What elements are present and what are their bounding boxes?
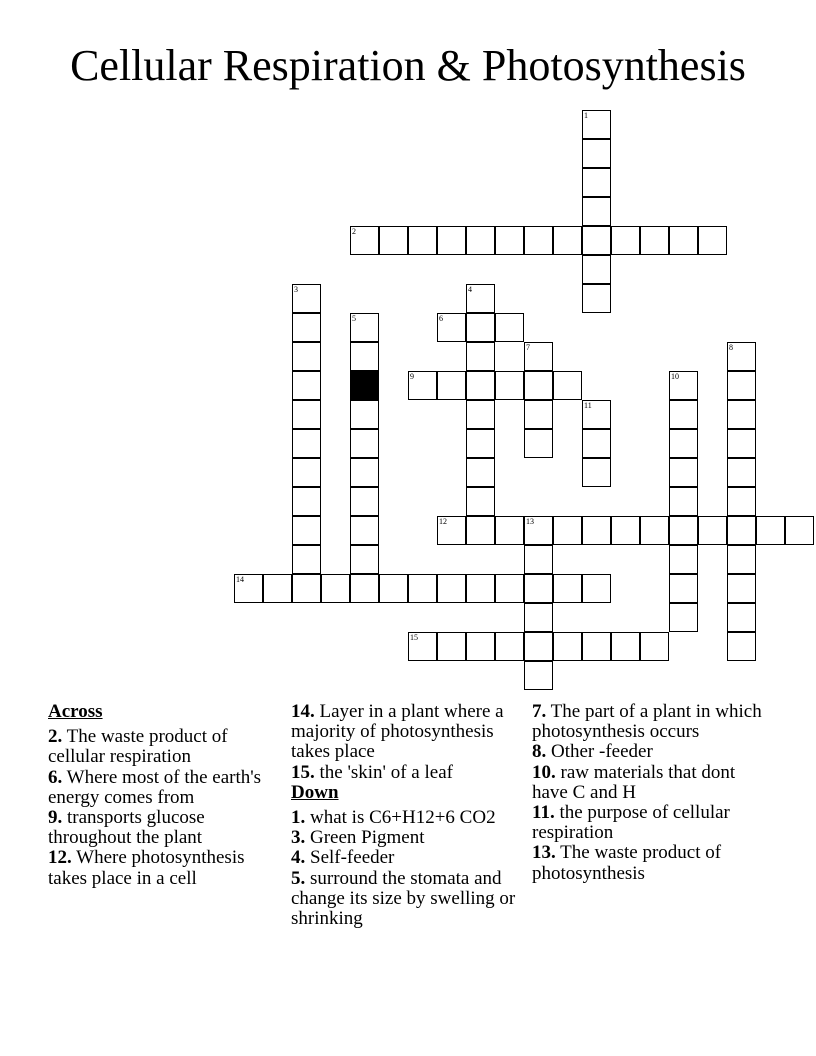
grid-cell[interactable] bbox=[495, 574, 524, 603]
grid-cell[interactable] bbox=[582, 110, 611, 139]
grid-cell[interactable] bbox=[553, 574, 582, 603]
grid-cell[interactable] bbox=[524, 371, 553, 400]
clue-number: 3 bbox=[294, 285, 298, 294]
grid-cell[interactable] bbox=[669, 545, 698, 574]
grid-cell[interactable] bbox=[495, 516, 524, 545]
grid-cell[interactable] bbox=[437, 574, 466, 603]
grid-cell[interactable] bbox=[553, 516, 582, 545]
grid-cell[interactable] bbox=[495, 226, 524, 255]
grid-cell[interactable] bbox=[640, 226, 669, 255]
grid-cell[interactable] bbox=[263, 574, 292, 603]
grid-cell[interactable] bbox=[582, 632, 611, 661]
grid-cell[interactable] bbox=[524, 429, 553, 458]
grid-cell[interactable] bbox=[408, 226, 437, 255]
grid-cell[interactable] bbox=[292, 371, 321, 400]
grid-cell[interactable] bbox=[466, 342, 495, 371]
clue-number: 12 bbox=[439, 517, 447, 526]
grid-cell[interactable] bbox=[582, 255, 611, 284]
clue-number: 6 bbox=[439, 314, 443, 323]
grid-cell[interactable] bbox=[727, 574, 756, 603]
across-heading: Across bbox=[48, 701, 103, 722]
clue-across-12: 12. Where photosynthesis takes place in a cell bbox=[48, 847, 245, 889]
grid-cell[interactable] bbox=[553, 226, 582, 255]
grid-cell[interactable] bbox=[582, 458, 611, 487]
grid-cell[interactable] bbox=[292, 545, 321, 574]
grid-cell[interactable] bbox=[437, 313, 466, 342]
grid-cell[interactable] bbox=[524, 400, 553, 429]
grid-cell[interactable] bbox=[408, 632, 437, 661]
clue-number: 14 bbox=[236, 575, 244, 584]
grid-cell[interactable] bbox=[727, 429, 756, 458]
clue-number: 8 bbox=[729, 343, 733, 352]
clue-number: 1 bbox=[584, 111, 588, 120]
grid-cell[interactable] bbox=[582, 284, 611, 313]
grid-cell[interactable] bbox=[727, 400, 756, 429]
grid-cell[interactable] bbox=[669, 574, 698, 603]
grid-cell[interactable] bbox=[524, 516, 553, 545]
clue-number: 7 bbox=[526, 343, 530, 352]
clue-across-2: 2. The waste product of cellular respiration bbox=[48, 726, 228, 768]
grid-cell[interactable] bbox=[292, 574, 321, 603]
clue-number: 15 bbox=[410, 633, 418, 642]
grid-cell[interactable] bbox=[466, 516, 495, 545]
grid-cell[interactable] bbox=[785, 516, 814, 545]
grid-cell[interactable] bbox=[466, 284, 495, 313]
grid-cell[interactable] bbox=[582, 429, 611, 458]
grid-cell[interactable] bbox=[379, 226, 408, 255]
clue-number: 13 bbox=[526, 517, 534, 526]
grid-cell[interactable] bbox=[292, 400, 321, 429]
clues-column-3 bbox=[532, 702, 768, 884]
grid-cell[interactable] bbox=[669, 429, 698, 458]
grid-cell[interactable] bbox=[350, 400, 379, 429]
grid-cell[interactable] bbox=[582, 226, 611, 255]
grid-cell[interactable] bbox=[408, 574, 437, 603]
clue-down-11: 11. the purpose of cellular respiration bbox=[532, 802, 730, 844]
clue-down-1: 1. what is C6+H12+6 CO2 bbox=[291, 807, 496, 829]
grid-cell[interactable] bbox=[408, 371, 437, 400]
grid-cell[interactable] bbox=[350, 458, 379, 487]
grid-cell[interactable] bbox=[698, 226, 727, 255]
grid-cell[interactable] bbox=[582, 516, 611, 545]
clue-down-5: 5. surround the stomata and change its size by swelling or shrinking bbox=[291, 867, 516, 930]
grid-cell[interactable] bbox=[669, 603, 698, 632]
grid-cell[interactable] bbox=[292, 284, 321, 313]
grid-cell[interactable] bbox=[495, 371, 524, 400]
grid-cell[interactable] bbox=[466, 458, 495, 487]
grid-cell[interactable] bbox=[582, 168, 611, 197]
grid-cell[interactable] bbox=[379, 574, 408, 603]
grid-cell[interactable] bbox=[350, 226, 379, 255]
grid-cell[interactable] bbox=[495, 632, 524, 661]
grid-cell[interactable] bbox=[669, 458, 698, 487]
page-title: Cellular Respiration & Photosynthesis bbox=[70, 41, 746, 90]
grid-cell[interactable] bbox=[727, 487, 756, 516]
grid-cell[interactable] bbox=[698, 516, 727, 545]
grid-cell[interactable] bbox=[727, 371, 756, 400]
grid-cell[interactable] bbox=[350, 429, 379, 458]
grid-cell[interactable] bbox=[350, 516, 379, 545]
grid-cell[interactable] bbox=[582, 400, 611, 429]
grid-cell[interactable] bbox=[437, 516, 466, 545]
clue-number: 11 bbox=[584, 401, 592, 410]
clue-down-4: 4. Self-feeder bbox=[291, 847, 395, 869]
down-heading: Down bbox=[291, 781, 339, 803]
clue-across-14: 14. Layer in a plant where a majority of photosynthesis takes place bbox=[291, 701, 504, 763]
grid-cell[interactable] bbox=[640, 632, 669, 661]
grid-cell[interactable] bbox=[495, 313, 524, 342]
clue-down-7: 7. The part of a plant in which photosynthesis occurs bbox=[532, 701, 762, 743]
grid-cell[interactable] bbox=[466, 226, 495, 255]
clue-number: 2 bbox=[352, 227, 356, 236]
grid-cell[interactable] bbox=[553, 371, 582, 400]
grid-cell[interactable] bbox=[466, 632, 495, 661]
grid-cell[interactable] bbox=[437, 371, 466, 400]
grid-cell[interactable] bbox=[524, 574, 553, 603]
grid-cell[interactable] bbox=[321, 574, 350, 603]
clue-across-6: 6. Where most of the earth's energy comes from bbox=[48, 766, 262, 808]
grid-cell[interactable] bbox=[727, 632, 756, 661]
grid-cell[interactable] bbox=[582, 574, 611, 603]
grid-cell[interactable] bbox=[466, 371, 495, 400]
grid-cell[interactable] bbox=[350, 313, 379, 342]
grid-cell[interactable] bbox=[727, 516, 756, 545]
grid-cell[interactable] bbox=[524, 545, 553, 574]
clue-across-15: 15. the 'skin' of a leaf bbox=[291, 761, 453, 783]
grid-cell[interactable] bbox=[524, 603, 553, 632]
grid-cell[interactable] bbox=[611, 226, 640, 255]
clue-down-3: 3. Green Pigment bbox=[291, 827, 425, 849]
grid-block bbox=[350, 371, 379, 400]
grid-cell[interactable] bbox=[524, 226, 553, 255]
clues-column-1 bbox=[48, 702, 280, 889]
grid-cell[interactable] bbox=[292, 342, 321, 371]
grid-cell[interactable] bbox=[234, 574, 263, 603]
grid-cell[interactable] bbox=[669, 400, 698, 429]
grid-cell[interactable] bbox=[292, 487, 321, 516]
grid-cell[interactable] bbox=[669, 371, 698, 400]
grid-cell[interactable] bbox=[292, 516, 321, 545]
grid-cell[interactable] bbox=[524, 632, 553, 661]
grid-cell[interactable] bbox=[611, 516, 640, 545]
clue-number: 9 bbox=[410, 372, 414, 381]
grid-cell[interactable] bbox=[466, 429, 495, 458]
grid-cell[interactable] bbox=[582, 139, 611, 168]
grid-cell[interactable] bbox=[437, 632, 466, 661]
grid-cell[interactable] bbox=[350, 487, 379, 516]
grid-cell[interactable] bbox=[756, 516, 785, 545]
grid-cell[interactable] bbox=[727, 458, 756, 487]
clue-number: 5 bbox=[352, 314, 356, 323]
grid-cell[interactable] bbox=[466, 574, 495, 603]
grid-cell[interactable] bbox=[292, 429, 321, 458]
grid-cell[interactable] bbox=[553, 632, 582, 661]
grid-cell[interactable] bbox=[524, 661, 553, 690]
grid-cell[interactable] bbox=[727, 603, 756, 632]
grid-cell[interactable] bbox=[437, 226, 466, 255]
grid-cell[interactable] bbox=[669, 226, 698, 255]
clues-column-2 bbox=[291, 702, 527, 929]
grid-cell[interactable] bbox=[466, 400, 495, 429]
grid-cell[interactable] bbox=[524, 342, 553, 371]
grid-cell[interactable] bbox=[466, 487, 495, 516]
grid-cell[interactable] bbox=[350, 574, 379, 603]
grid-cell[interactable] bbox=[582, 197, 611, 226]
grid-cell[interactable] bbox=[669, 487, 698, 516]
grid-cell[interactable] bbox=[611, 632, 640, 661]
clue-across-9: 9. transports glucose throughout the plant bbox=[48, 807, 205, 849]
clue-number: 10 bbox=[671, 372, 679, 381]
grid-cell[interactable] bbox=[727, 342, 756, 371]
grid-cell[interactable] bbox=[350, 342, 379, 371]
grid-cell[interactable] bbox=[292, 313, 321, 342]
grid-cell[interactable] bbox=[640, 516, 669, 545]
grid-cell[interactable] bbox=[466, 313, 495, 342]
grid-cell[interactable] bbox=[292, 458, 321, 487]
grid-cell[interactable] bbox=[727, 545, 756, 574]
grid-cell[interactable] bbox=[350, 545, 379, 574]
clue-down-10: 10. raw materials that dont have C and H bbox=[532, 761, 736, 803]
grid-cell[interactable] bbox=[669, 516, 698, 545]
clue-down-13: 13. The waste product of photosynthesis bbox=[532, 842, 722, 884]
clue-number: 4 bbox=[468, 285, 472, 294]
clue-down-8: 8. Other -feeder bbox=[532, 741, 653, 763]
